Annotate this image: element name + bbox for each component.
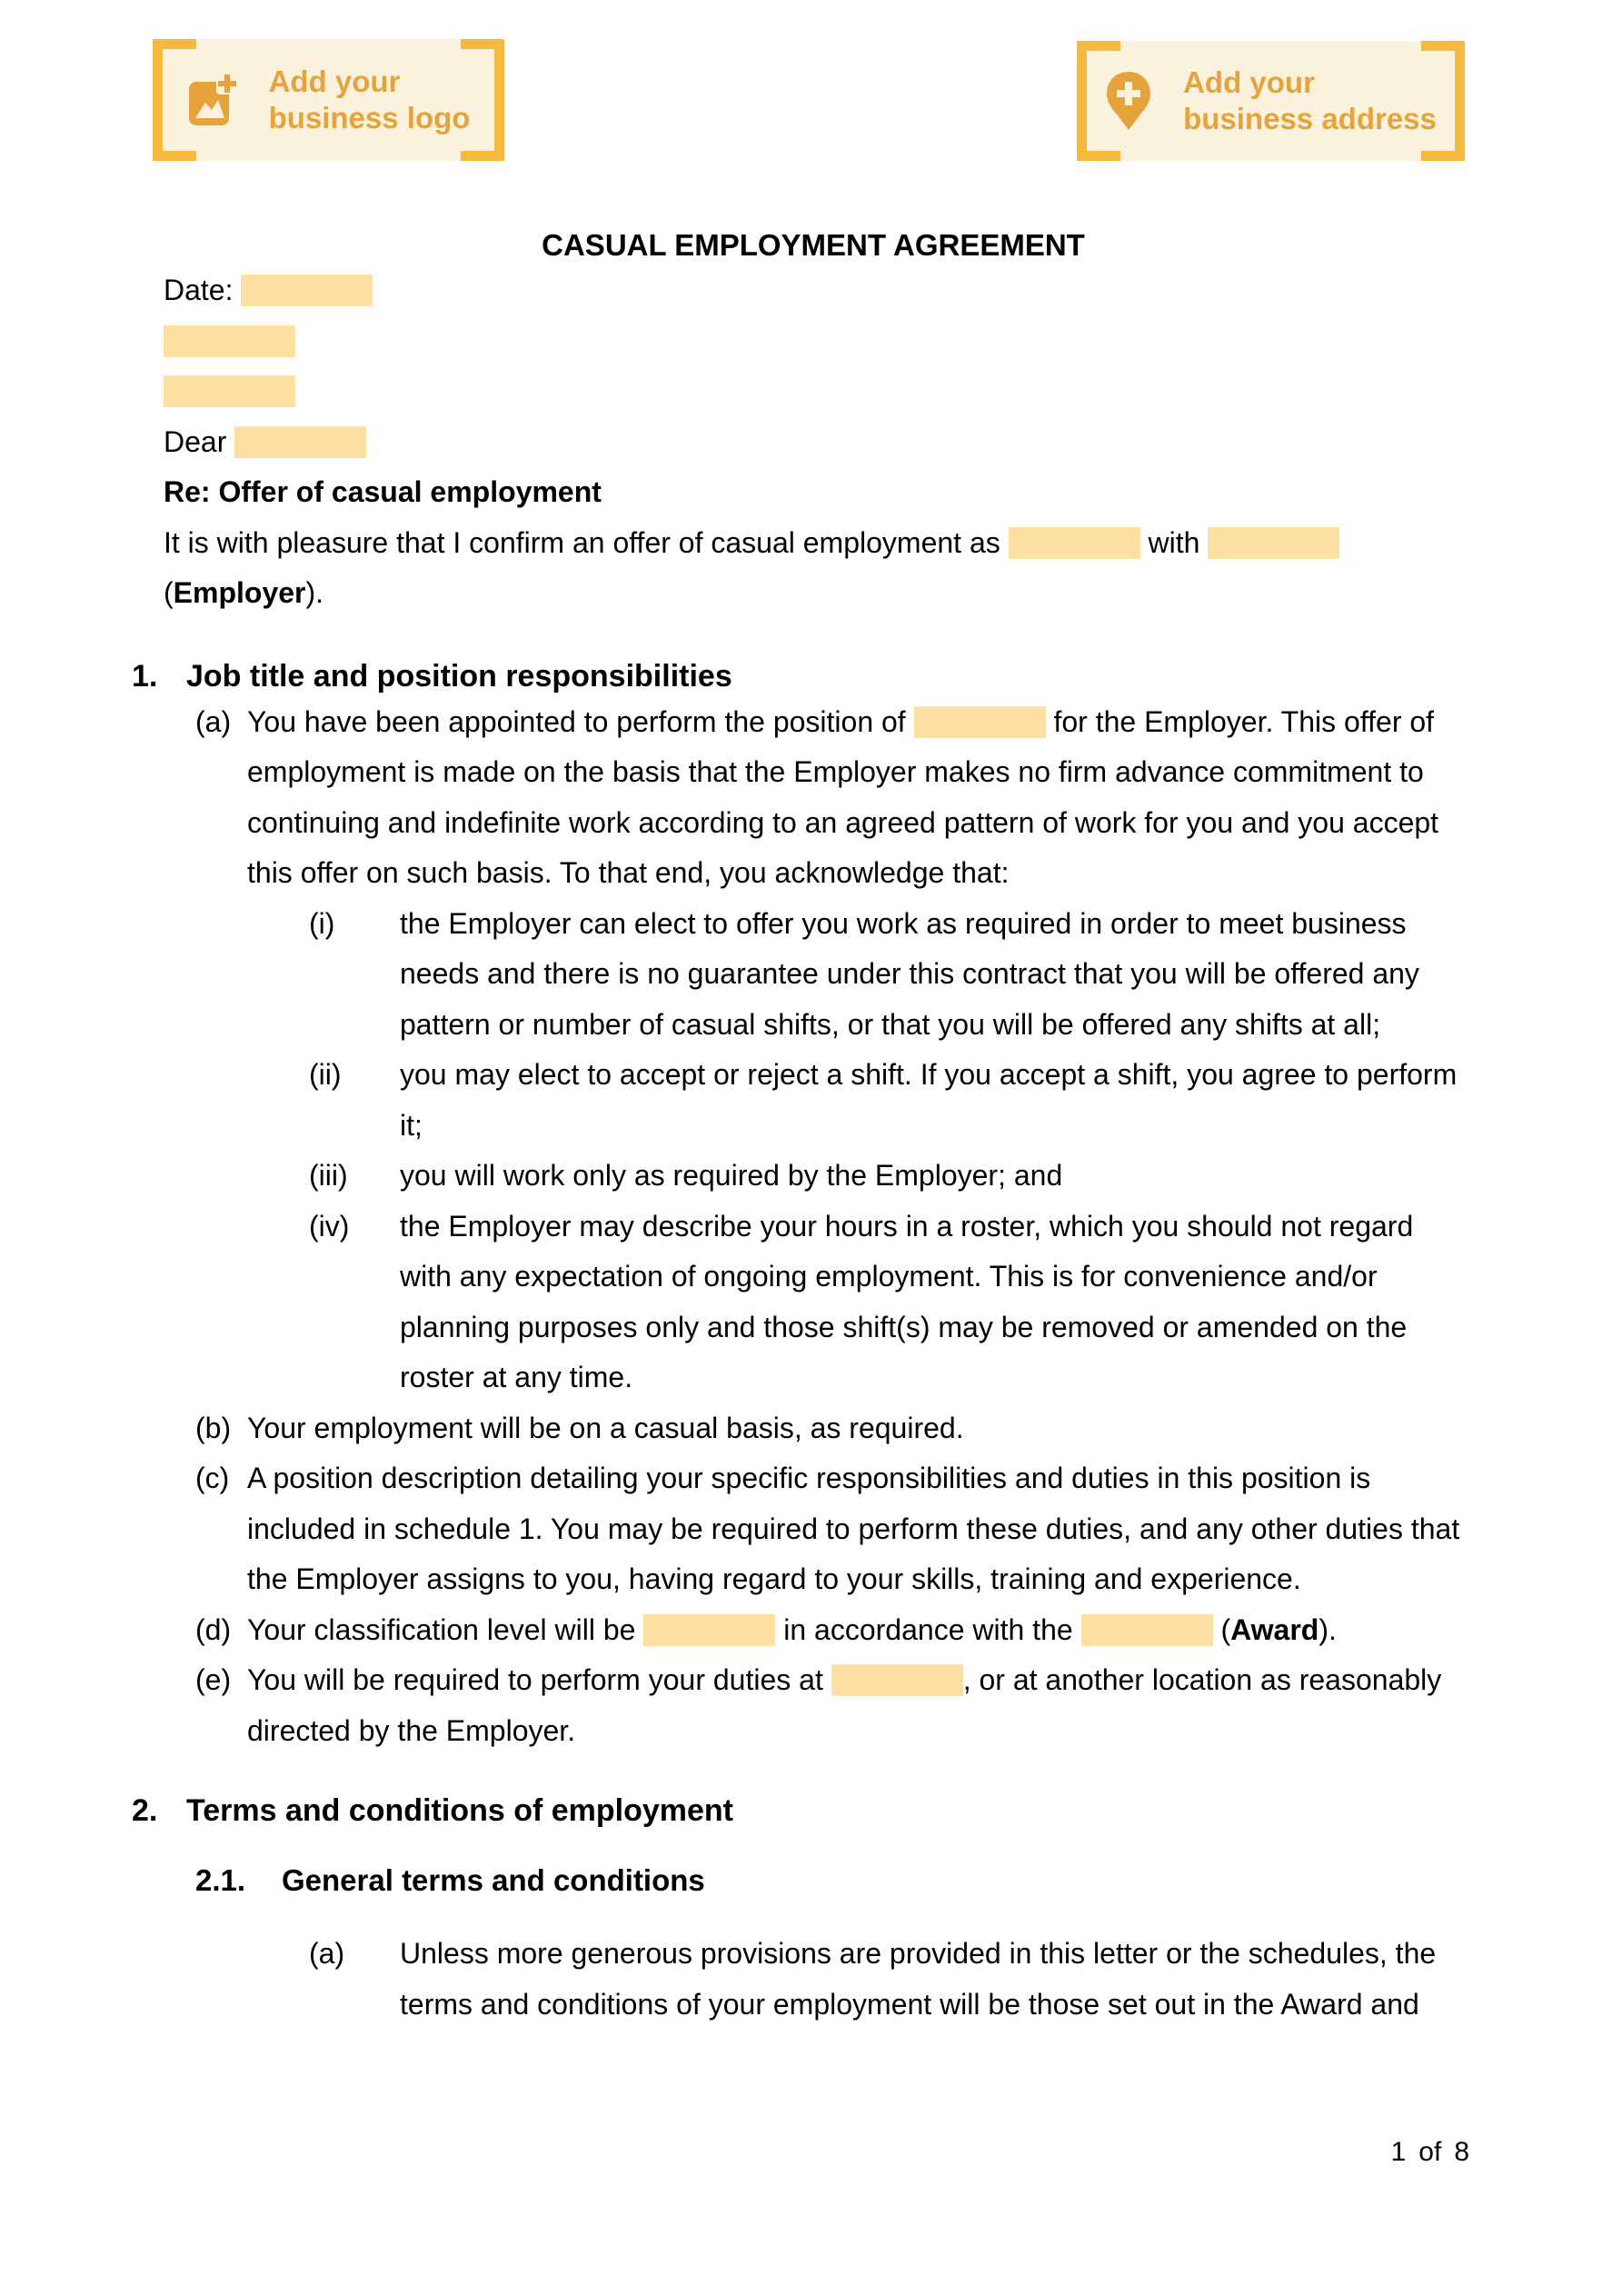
clause-1d-text-1: Your classification level will be [247, 1612, 644, 1646]
award-bold-term: Award [1230, 1612, 1319, 1646]
list-marker-d: (d) [195, 1612, 232, 1646]
clause-1a-i [164, 899, 1463, 1051]
clause-1a-text-2: for the Employer. This offer of employment is made on the basis that the Employer makes no firm advance commitment to continuing and indefinite work according to an agreed pattern of work for you and you accept this offer on such basis. To that end, you acknowledge that: [247, 704, 1439, 889]
section-1-heading-text: Job title and position responsibilities [186, 658, 732, 694]
section-2-1-number: 2.1. [195, 1863, 246, 1897]
clause-1a-ii-text: you may elect to accept or reject a shift. If you accept a shift, you agree to perform it; [400, 1058, 1458, 1142]
clause-1a-iii-text: you will work only as required by the Employer; and [400, 1159, 1063, 1192]
clause-1e [164, 1655, 1463, 1756]
list-marker-i: (i) [309, 906, 335, 940]
page-number-footer [1391, 2136, 1469, 2169]
intro-text-2: with [1139, 525, 1209, 559]
clause-1b-text: Your employment will be on a casual basis, as required. [247, 1411, 964, 1444]
list-marker-e: (e) [195, 1663, 232, 1696]
clause-1e-text-2: , or at another location as reasonably directed by the Employer. [247, 1663, 1442, 1747]
address-placeholder-field-1[interactable] [164, 325, 295, 357]
intro-text-3: ( [164, 576, 174, 609]
section-2-heading [132, 1790, 1463, 1832]
add-business-address-box[interactable] [1077, 41, 1465, 161]
section-2-heading-text: Terms and conditions of employment [186, 1793, 733, 1828]
section-1-heading [132, 655, 1463, 697]
clause-1a-text-1: You have been appointed to perform the position of [247, 704, 914, 738]
date-line [164, 265, 1463, 316]
clause-1a-iv-text: the Employer may describe your hours in a roster, which you should not regard with any expectation of ongoing employment. This is for convenience and/or planning purposes only and those shift(s) may be removed or amended on the roster at any time. [400, 1209, 1414, 1393]
position-title-placeholder-field[interactable] [914, 706, 1046, 738]
clause-1b [164, 1403, 1463, 1454]
list-marker-a: (a) [195, 704, 232, 738]
section-2-number: 2. [132, 1793, 158, 1828]
add-business-logo-content [153, 39, 504, 161]
clause-1a-i-text: the Employer can elect to offer you work as required in order to meet business needs and there is no guarantee under this contract that you will be offered any pattern or number of casual shifts, or that you will be offered any shifts at all; [400, 906, 1419, 1041]
add-business-address-content [1077, 41, 1465, 161]
list-marker-iv: (iv) [309, 1209, 350, 1243]
salutation-line [164, 417, 1463, 468]
add-business-logo-box[interactable] [153, 39, 504, 161]
list-marker-ii: (ii) [309, 1058, 342, 1091]
add-business-logo-label [269, 64, 471, 136]
classification-level-placeholder-field[interactable] [643, 1614, 775, 1646]
employer-bold-term: Employer [173, 576, 306, 609]
clause-1c [164, 1453, 1463, 1605]
clause-1d-text-4: ). [1318, 1612, 1337, 1646]
date-label: Date: [164, 274, 242, 306]
intro-text-1: It is with pleasure that I confirm an offer of casual employment as [164, 525, 1009, 559]
list-marker-b: (b) [195, 1411, 232, 1444]
address-label-line2: business address [1183, 102, 1437, 135]
footer-total-pages: 8 [1454, 2137, 1469, 2167]
clause-2-1a-text: Unless more generous provisions are provided in this letter or the schedules, the terms and conditions of your employment will be those set out in the Award and [400, 1937, 1437, 2021]
recipient-address-line-1 [164, 316, 1463, 367]
address-placeholder-field-2[interactable] [164, 375, 295, 407]
footer-separator: of [1418, 2137, 1442, 2167]
clause-1e-text-1: You will be required to perform your duties at [247, 1663, 831, 1696]
clause-1a [164, 697, 1463, 899]
subject-line: Re: Offer of casual employment [164, 475, 602, 508]
work-location-placeholder-field[interactable] [831, 1664, 963, 1696]
intro-paragraph [164, 518, 1463, 619]
section-2-1-heading [164, 1861, 1463, 1901]
list-marker-2a: (a) [309, 1937, 345, 1970]
logo-label-line2: business logo [268, 101, 471, 135]
intro-text-4: ). [305, 576, 324, 609]
location-pin-plus-icon [1105, 71, 1152, 131]
clause-1d-text-3: ( [1212, 1612, 1231, 1646]
clause-1c-text: A position description detailing your specific responsibilities and duties in this position is included in schedule 1. You may be required to perform these duties, and any other duties that the Employer assigns to you, having regard to your skills, training and experience. [247, 1462, 1460, 1595]
add-business-address-label [1183, 65, 1437, 137]
award-name-placeholder-field[interactable] [1081, 1614, 1213, 1646]
date-placeholder-field[interactable] [241, 275, 373, 306]
footer-page-number: 1 [1390, 2137, 1407, 2167]
clause-2-1a [164, 1929, 1463, 2030]
employer-name-placeholder-field[interactable] [1208, 527, 1339, 559]
dear-label: Dear [164, 424, 235, 458]
clause-1a-ii [164, 1050, 1463, 1151]
logo-label-line1: Add your [268, 65, 401, 98]
section-2-1-heading-text: General terms and conditions [282, 1863, 705, 1897]
position-placeholder-field[interactable] [1009, 527, 1140, 559]
clause-1d-text-2: in accordance with the [775, 1612, 1081, 1646]
clause-1a-iv [164, 1202, 1463, 1403]
list-marker-c: (c) [195, 1462, 230, 1494]
recipient-address-line-2 [164, 366, 1463, 417]
image-plus-icon [187, 73, 238, 127]
recipient-name-placeholder-field[interactable] [234, 426, 366, 458]
clause-1a-iii [164, 1151, 1463, 1202]
address-label-line1: Add your [1183, 65, 1315, 99]
section-1-number: 1. [132, 658, 158, 694]
letter-body [132, 225, 1463, 2030]
clause-1d [164, 1605, 1463, 1656]
document-title: CASUAL EMPLOYMENT AGREEMENT [542, 228, 1085, 262]
list-marker-iii: (iii) [309, 1159, 348, 1192]
